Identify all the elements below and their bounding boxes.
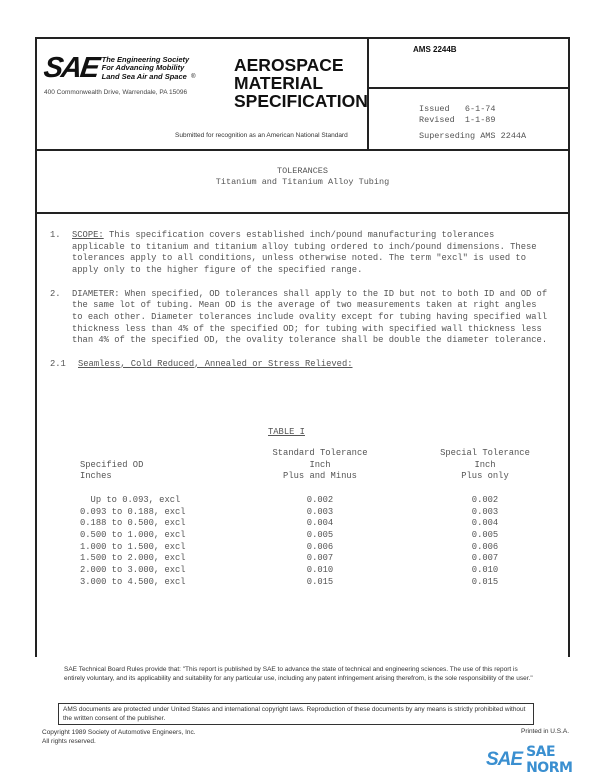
column-header [80, 448, 230, 460]
table-cell: 0.015 [471, 576, 499, 587]
revised-date: Revised 1-1-89 [419, 115, 496, 125]
section-text: This specification covers established inch/pound manufacturing tolerances applicable to titanium and titanium alloy tubing ordered to inch/pound dimensions. These tolerances apply to all conditions, unless otherwise noted. The term "excl" is used to apply only to the higher figure of the specified range. [72, 230, 537, 276]
copyright-line: Copyright 1989 Society of Automotive Engineers, Inc. [42, 729, 196, 736]
table-cell: 0.093 to 0.188, excl [80, 506, 186, 517]
doc-type-line: MATERIAL [234, 73, 324, 93]
printed-in: Printed in U.S.A. [521, 728, 570, 735]
copyright [42, 728, 196, 746]
issue-dates [419, 104, 496, 126]
tagline-line: The Engineering Society [101, 54, 190, 64]
table-cell: 0.007 [471, 553, 499, 564]
table-row [80, 565, 560, 577]
table-cell: 0.004 [306, 518, 334, 529]
spacer-row [80, 483, 560, 495]
section-diameter [50, 289, 550, 348]
table-cell: 0.188 to 0.500, excl [80, 518, 186, 529]
sae-logo-mark: SAE [41, 52, 100, 84]
watermark-logo: SAE [486, 749, 523, 770]
table-cell: 1.500 to 2.000, excl [80, 553, 186, 564]
document-title [37, 166, 568, 188]
table-header-row [80, 460, 560, 472]
section-number: 1. [50, 230, 61, 240]
tagline-line: For Advancing Mobility [101, 63, 185, 73]
table-cell: 1.000 to 1.500, excl [80, 541, 186, 552]
table-cell: 0.003 [471, 506, 499, 517]
document-type [234, 56, 368, 110]
issued-date: Issued 6-1-74 [419, 104, 496, 114]
section-heading: SCOPE: [72, 230, 104, 240]
title-line-1: TOLERANCES [276, 166, 328, 176]
rights-reserved: All rights reserved. [42, 738, 96, 745]
header-divider [367, 87, 570, 89]
section-text: When specified, OD tolerances shall apply to the ID but not to both ID and OD of the same lot of tubing. Mean OD is the average of two measurements taken at right angles to each other. Diameter tolerances include ovality except for tubing having specified wall thickness less than 4% of the specified OD; for tubing with specified wall thickness less than 4% of the specified OD, the ovality tolerance shall be double the diameter tolerance. [72, 288, 548, 346]
document-number: AMS 2244B [413, 45, 457, 54]
column-header: Inch [474, 459, 496, 470]
table-row [80, 507, 560, 519]
table-cell: 0.005 [306, 529, 334, 540]
table-cell: 0.002 [306, 494, 334, 505]
document-body [50, 230, 550, 382]
table-cell: 0.005 [471, 529, 499, 540]
table-header-row [80, 448, 560, 460]
doc-type-line: AEROSPACE [234, 55, 344, 75]
section-heading: DIAMETER: [72, 288, 120, 299]
sae-logo [41, 52, 196, 84]
sae-tagline [102, 56, 190, 82]
table-title: TABLE I [268, 427, 305, 437]
address: 400 Commonwealth Drive, Warrendale, PA 15096 [44, 89, 188, 96]
column-header: Standard Tolerance [272, 448, 368, 458]
header-divider [35, 149, 570, 151]
table-row [80, 495, 560, 507]
table-cell: 3.000 to 4.500, excl [80, 576, 186, 587]
tolerance-table [80, 448, 560, 588]
title-divider [35, 212, 570, 214]
table-cell: 0.500 to 1.000, excl [80, 529, 186, 540]
title-line-2: Titanium and Titanium Alloy Tubing [215, 177, 390, 187]
column-header: Inch [309, 459, 331, 470]
table-cell: 2.000 to 3.000, excl [80, 565, 186, 576]
table-row [80, 530, 560, 542]
table-row [80, 553, 560, 565]
table-row [80, 577, 560, 589]
table-cell: 0.004 [471, 518, 499, 529]
table-cell: 0.007 [306, 553, 334, 564]
ansi-submission-note: Submitted for recognition as an American National Standard [175, 132, 348, 139]
column-header: Plus and Minus [283, 471, 357, 482]
section-number: 2.1 [50, 358, 66, 369]
column-header: Special Tolerance [440, 448, 530, 458]
board-rules-note: SAE Technical Board Rules provide that: "This report is published by SAE to advance the state of technical and engineering sciences. The use of this report is entirely voluntary, and its applicability and suitability for any particular use, including any patent infringement arising therefrom, is the sole responsibility of the user." [64, 666, 533, 682]
section-number: 2. [50, 288, 61, 299]
section-heading: Seamless, Cold Reduced, Annealed or Stress Relieved: [78, 358, 353, 369]
watermark-text: SAE NORM [526, 744, 573, 776]
table-header-row [80, 471, 560, 483]
copyright-notice-box: AMS documents are protected under United States and international copyright laws. Reproduction of these documents by any means is strictly prohibited without the written consent of the publisher. [58, 703, 534, 725]
column-header: Specified OD [80, 459, 144, 470]
table-cell: 0.006 [471, 541, 499, 552]
column-header: Plus only [461, 471, 509, 482]
table-cell: 0.015 [306, 576, 334, 587]
table-cell: 0.010 [471, 565, 499, 576]
table-cell: 0.010 [306, 565, 334, 576]
section-scope [50, 230, 550, 277]
section-2-1 [50, 359, 550, 371]
registered-mark: ® [191, 73, 196, 80]
table-cell: Up to 0.093, excl [80, 494, 181, 505]
table-row [80, 518, 560, 530]
column-header: Inches [80, 471, 112, 482]
sae-norm-watermark [486, 744, 600, 776]
table-row [80, 542, 560, 554]
table-cell: 0.002 [471, 494, 499, 505]
superseding: Superseding AMS 2244A [419, 131, 527, 141]
doc-type-line: SPECIFICATION [234, 91, 368, 111]
table-cell: 0.003 [306, 506, 334, 517]
tagline-line: Land Sea Air and Space [101, 71, 187, 81]
table-cell: 0.006 [306, 541, 334, 552]
